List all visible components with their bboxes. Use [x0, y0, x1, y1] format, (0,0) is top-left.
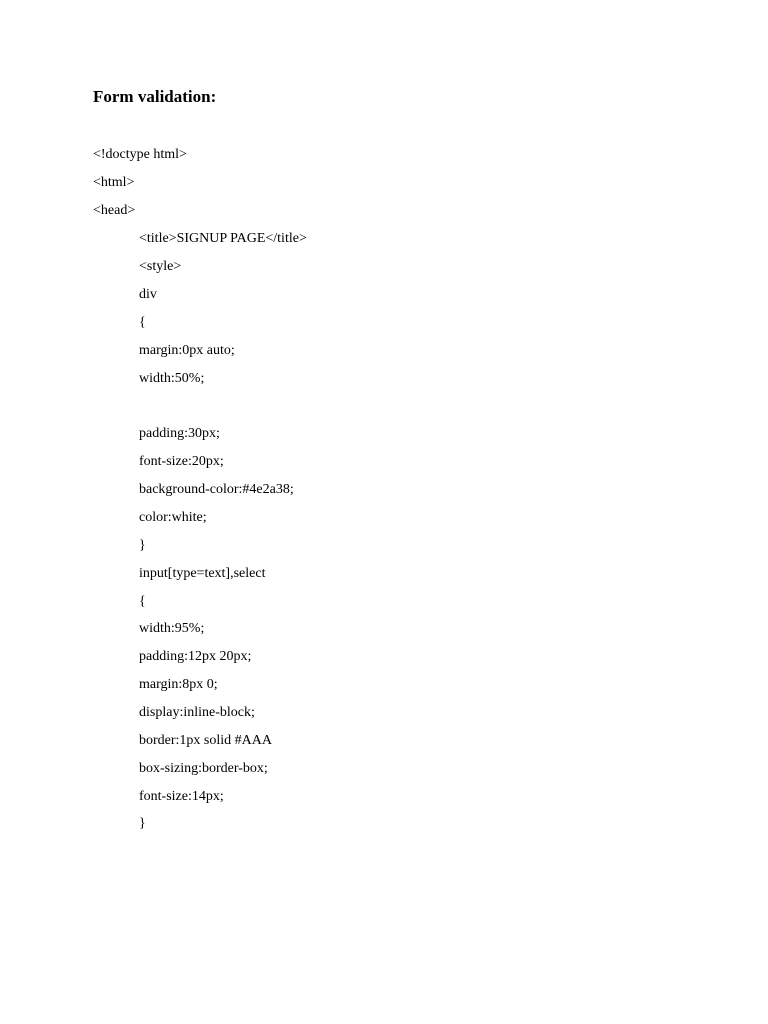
code-line-width: width:50%;	[139, 371, 205, 386]
code-line-doctype: <!doctype html>	[93, 147, 187, 162]
code-line-background-color: background-color:#4e2a38;	[139, 482, 294, 497]
code-line-style: <style>	[139, 259, 182, 274]
code-line-html: <html>	[93, 175, 135, 190]
code-line-color: color:white;	[139, 510, 207, 525]
code-line-margin: margin:0px auto;	[139, 343, 235, 358]
code-line-width-2: width:95%;	[139, 621, 205, 636]
code-line-font-size: font-size:20px;	[139, 454, 224, 469]
code-line-close-brace: }	[139, 538, 146, 553]
code-line-head: <head>	[93, 203, 136, 218]
code-line-open-brace-2: {	[139, 594, 146, 609]
code-line-border: border:1px solid #AAA	[139, 733, 272, 748]
code-line-margin-2: margin:8px 0;	[139, 677, 218, 692]
code-line-padding-2: padding:12px 20px;	[139, 649, 252, 664]
code-line-input-selector: input[type=text],select	[139, 566, 266, 581]
code-line-display: display:inline-block;	[139, 705, 255, 720]
code-line-padding: padding:30px;	[139, 426, 220, 441]
code-line-title: <title>SIGNUP PAGE</title>	[139, 231, 307, 246]
code-line-box-sizing: box-sizing:border-box;	[139, 761, 268, 776]
document-heading: Form validation:	[93, 87, 217, 106]
code-line-close-brace-2: }	[139, 816, 146, 831]
code-line-open-brace: {	[139, 315, 146, 330]
code-line-div-selector: div	[139, 287, 157, 302]
code-line-font-size-2: font-size:14px;	[139, 789, 224, 804]
